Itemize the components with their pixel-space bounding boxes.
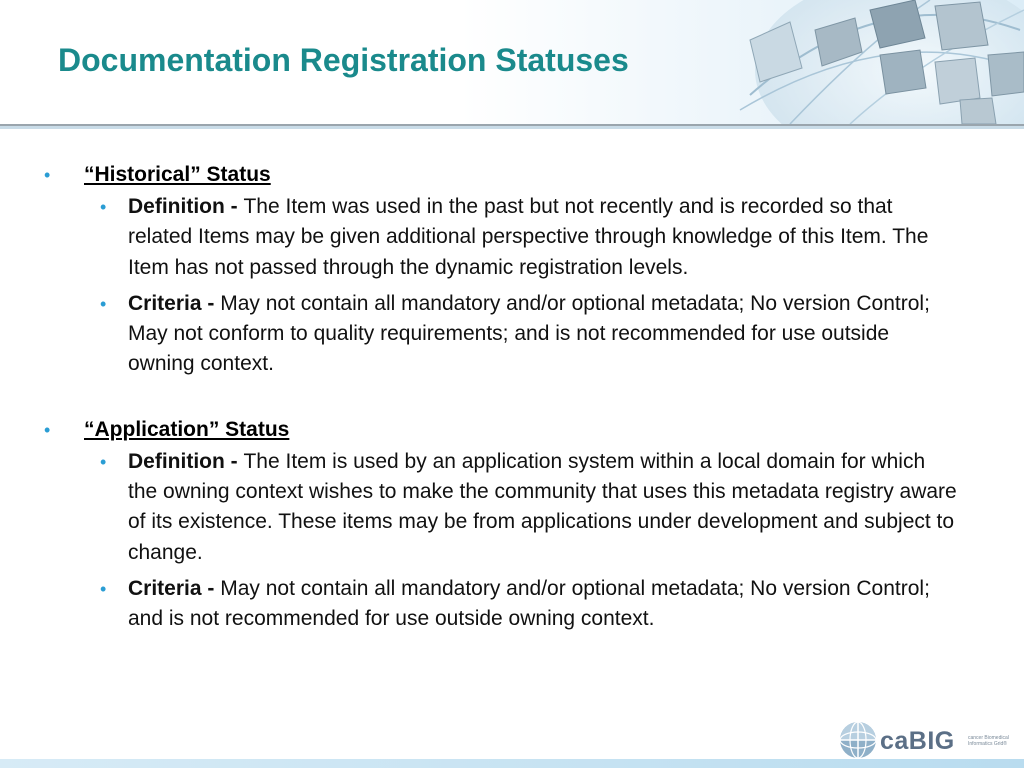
slide-header (0, 0, 1024, 124)
sub-bullet-definition (0, 192, 1024, 283)
bullet-item (0, 160, 1024, 192)
criteria-paragraph (128, 574, 960, 635)
definition-paragraph (128, 192, 960, 283)
bullet-dot-icon: • (44, 165, 51, 185)
bullet-dot-icon: • (44, 419, 51, 440)
logo-wordmark: caBIG (880, 727, 955, 755)
definition-text: The Item was used in the past but not recently and is recorded so that related Items may be given additional perspective through knowledge of this Item. The Item has not passed through the dynamic registration levels. (128, 195, 929, 279)
definition-paragraph (128, 447, 960, 568)
definition-label: Definition - (128, 449, 244, 473)
criteria-text: May not contain all mandatory and/or optional metadata; No version Control; May not conform to quality requirements; and is not recommended for use outside owning context. (128, 291, 930, 376)
bullet-dot-icon: • (100, 578, 107, 599)
slide-title: Documentation Registration Statuses (58, 42, 629, 78)
sub-bullet-criteria (0, 574, 1024, 635)
section-application-status (0, 415, 1024, 635)
definition-text: The Item is used by an application system within a local domain for which the owning context wishes to make the community that uses this metadata registry aware of its existence. These items may be from applications under development and subject to change. (128, 449, 957, 564)
bullet-dot-icon: • (100, 197, 107, 217)
definition-label: Definition - (128, 195, 244, 218)
criteria-label: Criteria - (128, 291, 221, 315)
criteria-paragraph (128, 289, 960, 380)
bullet-item (0, 415, 1024, 447)
section-historical-status (0, 160, 1024, 380)
logo-tagline-line-1: cancer Biomedical (968, 735, 1009, 741)
header-divider-accent (0, 126, 1024, 129)
section-heading: “Historical” Status (84, 163, 271, 186)
bullet-dot-icon: • (100, 293, 107, 314)
globe-graphic (730, 0, 1024, 124)
sub-bullet-definition (0, 447, 1024, 568)
criteria-label: Criteria - (128, 576, 221, 600)
logo-tagline-line-2: Informatics Grid® (968, 741, 1007, 747)
sub-bullet-criteria (0, 289, 1024, 380)
logo-tagline (968, 735, 1009, 747)
bullet-dot-icon: • (100, 451, 107, 472)
slide-body (0, 160, 1024, 641)
section-heading: “Application” Status (84, 417, 290, 441)
criteria-text: May not contain all mandatory and/or optional metadata; No version Control; and is not recommended for use outside owning context. (128, 576, 930, 631)
